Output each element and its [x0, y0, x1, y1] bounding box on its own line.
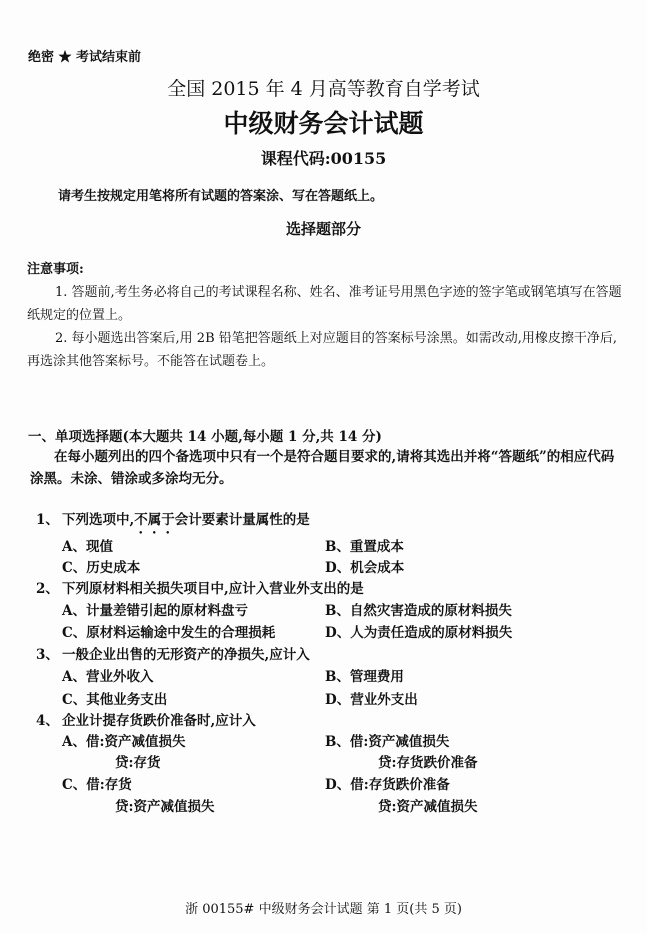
question-number: 1、 — [36, 512, 59, 528]
question-stem: 一般企业出售的无形资产的净损失,应计入 — [62, 647, 310, 663]
question-stem: 下列选项中,不属于会计要素计量属性的是 — [62, 512, 310, 528]
part-description: 在每小题列出的四个备选项中只有一个是符合题目要求的,请将其选出并将“答题纸”的相应代码涂黑。未涂、错涂或多涂均无分。 — [30, 449, 615, 487]
option-d-credit: 贷:资产减值损失 — [378, 799, 478, 815]
option-a-credit: 贷:存货 — [115, 755, 161, 771]
question-number: 2、 — [36, 581, 59, 597]
option-b: B、管理费用 — [325, 669, 404, 685]
question-number: 3、 — [36, 647, 59, 663]
option-b-credit: 贷:存货跌价准备 — [378, 755, 478, 771]
question-stem: 企业计提存货跌价准备时,应计入 — [62, 713, 256, 729]
option-d: D、机会成本 — [325, 560, 405, 576]
question-number: 4、 — [36, 713, 59, 729]
question-stem: 下列原材料相关损失项目中,应计入营业外支出的是 — [62, 581, 364, 597]
option-c-debit: C、借:存货 — [62, 777, 132, 793]
notes-heading: 注意事项: — [27, 262, 84, 277]
note-item-1: 1. 答题前,考生务必将自己的考试课程名称、姓名、准考证号用黑色字迹的签字笔或钢笔填写在答题纸规定的位置上。 — [27, 285, 622, 323]
option-d-debit: D、借:存货跌价准备 — [325, 777, 450, 793]
section-title: 选择题部分 — [285, 220, 361, 238]
option-d: D、人为责任造成的原材料损失 — [325, 625, 513, 641]
option-c: C、原材料运输途中发生的合理损耗 — [62, 625, 276, 641]
note-item-2: 2. 每小题选出答案后,用 2B 铅笔把答题纸上对应题目的答案标号涂黑。如需改动,用橡皮擦干净后,再选涂其他答案标号。不能答在试题卷上。 — [27, 331, 618, 369]
option-c-credit: 贷:资产减值损失 — [115, 799, 215, 815]
subject-title: 中级财务会计试题 — [223, 109, 424, 138]
course-code: 课程代码:00155 — [260, 149, 387, 168]
option-b-debit: B、借:资产减值损失 — [325, 734, 450, 750]
option-b: B、自然灾害造成的原材料损失 — [325, 603, 512, 619]
option-a: A、计量差错引起的原材料盘亏 — [62, 603, 248, 619]
option-d: D、营业外支出 — [325, 692, 418, 708]
page-footer: 浙 00155# 中级财务会计试题 第 1 页(共 5 页) — [185, 902, 462, 917]
exam-title: 全国 2015 年 4 月高等教育自学考试 — [167, 78, 480, 100]
option-c: C、其他业务支出 — [62, 692, 168, 708]
emphasis-text: 不属于 — [134, 512, 175, 528]
option-a: A、营业外收入 — [62, 669, 154, 685]
option-c: C、历史成本 — [62, 560, 141, 576]
option-a-debit: A、借:资产减值损失 — [62, 734, 186, 750]
part-heading: 一、单项选择题(本大题共 14 小题,每小题 1 分,共 14 分) — [28, 429, 382, 445]
option-a: A、现值 — [62, 539, 113, 555]
option-b: B、重置成本 — [325, 539, 404, 555]
answer-instruction: 请考生按规定用笔将所有试题的答案涂、写在答题纸上。 — [58, 189, 384, 204]
confidential-label: 绝密 ★ 考试结束前 — [28, 50, 142, 65]
